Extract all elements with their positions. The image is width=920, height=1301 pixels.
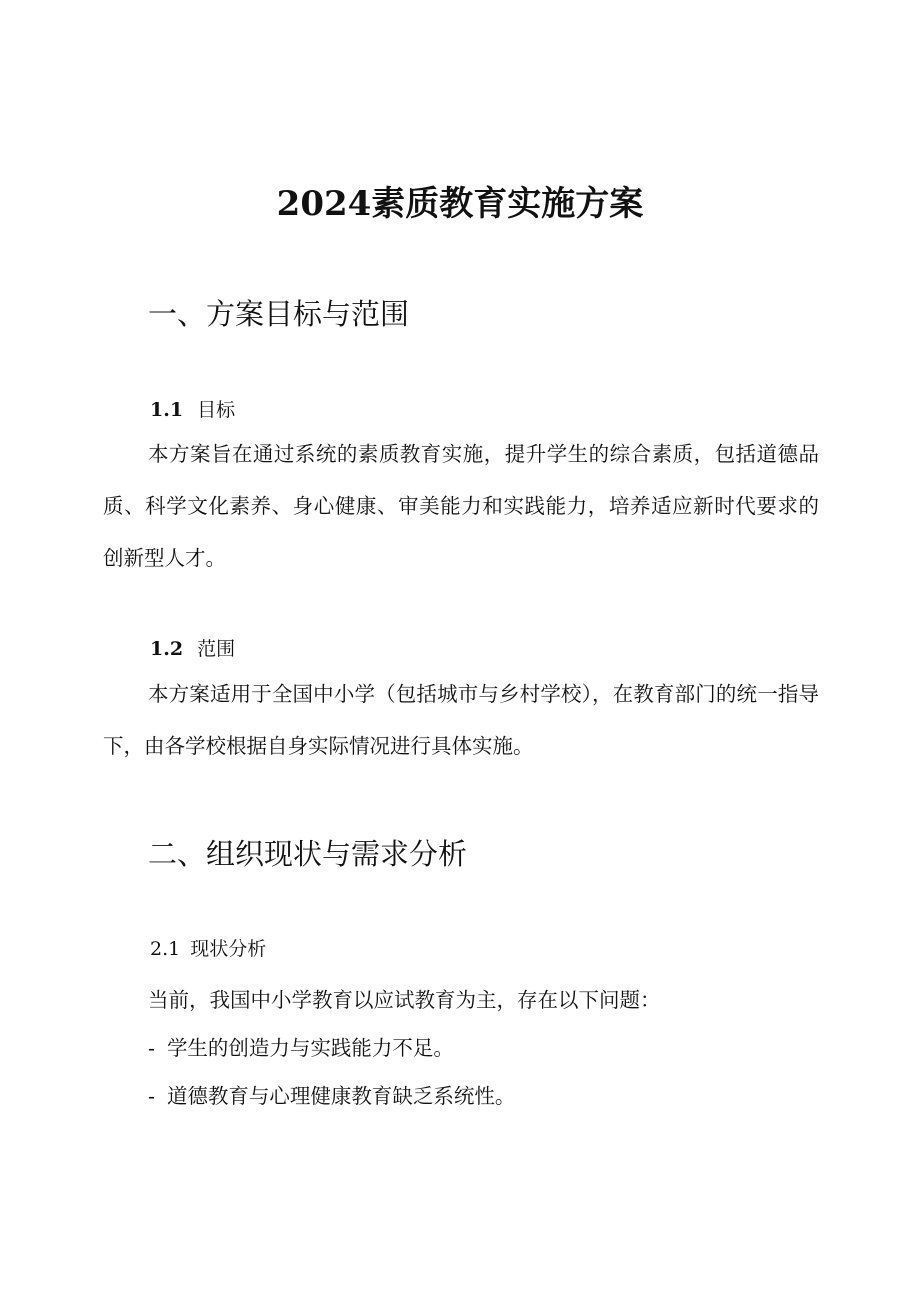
subsection-title: 现状分析: [190, 938, 267, 960]
subsection-number: 1.1: [150, 399, 184, 421]
subsection-title: 范围: [197, 638, 236, 660]
subsection-number: 2.1: [150, 938, 181, 960]
document-title: 2024素质教育实施方案: [276, 184, 644, 224]
list-item-text: 道德教育与心理健康教育缺乏系统性。: [166, 1084, 516, 1108]
bullet-marker: -: [148, 1036, 155, 1060]
subsection-heading-1-2: [150, 634, 235, 661]
list-item: [148, 1031, 454, 1061]
section-heading-2: 二、组织现状与需求分析: [148, 837, 468, 871]
paragraph-scope: 本方案适用于全国中小学（包括城市与乡村学校），在教育部门的统一指导下，由各学校根据自身实际情况进行具体实施。: [103, 682, 819, 758]
subsection-heading-2-1: [150, 934, 266, 961]
subsection-number: 1.2: [150, 638, 184, 660]
paragraph-goal: 本方案旨在通过系统的素质教育实施，提升学生的综合素质，包括道德品质、科学文化素养、身心健康、审美能力和实践能力，培养适应新时代要求的创新型人才。: [103, 442, 819, 570]
subsection-title: 目标: [197, 399, 236, 421]
list-item-text: 学生的创造力与实践能力不足。: [166, 1036, 454, 1060]
list-item: [148, 1079, 515, 1109]
bullet-marker: -: [148, 1084, 155, 1108]
section-heading-1: 一、方案目标与范围: [148, 297, 410, 331]
subsection-heading-1-1: [150, 395, 235, 422]
intro-line: 当前，我国中小学教育以应试教育为主，存在以下问题：: [148, 988, 661, 1012]
